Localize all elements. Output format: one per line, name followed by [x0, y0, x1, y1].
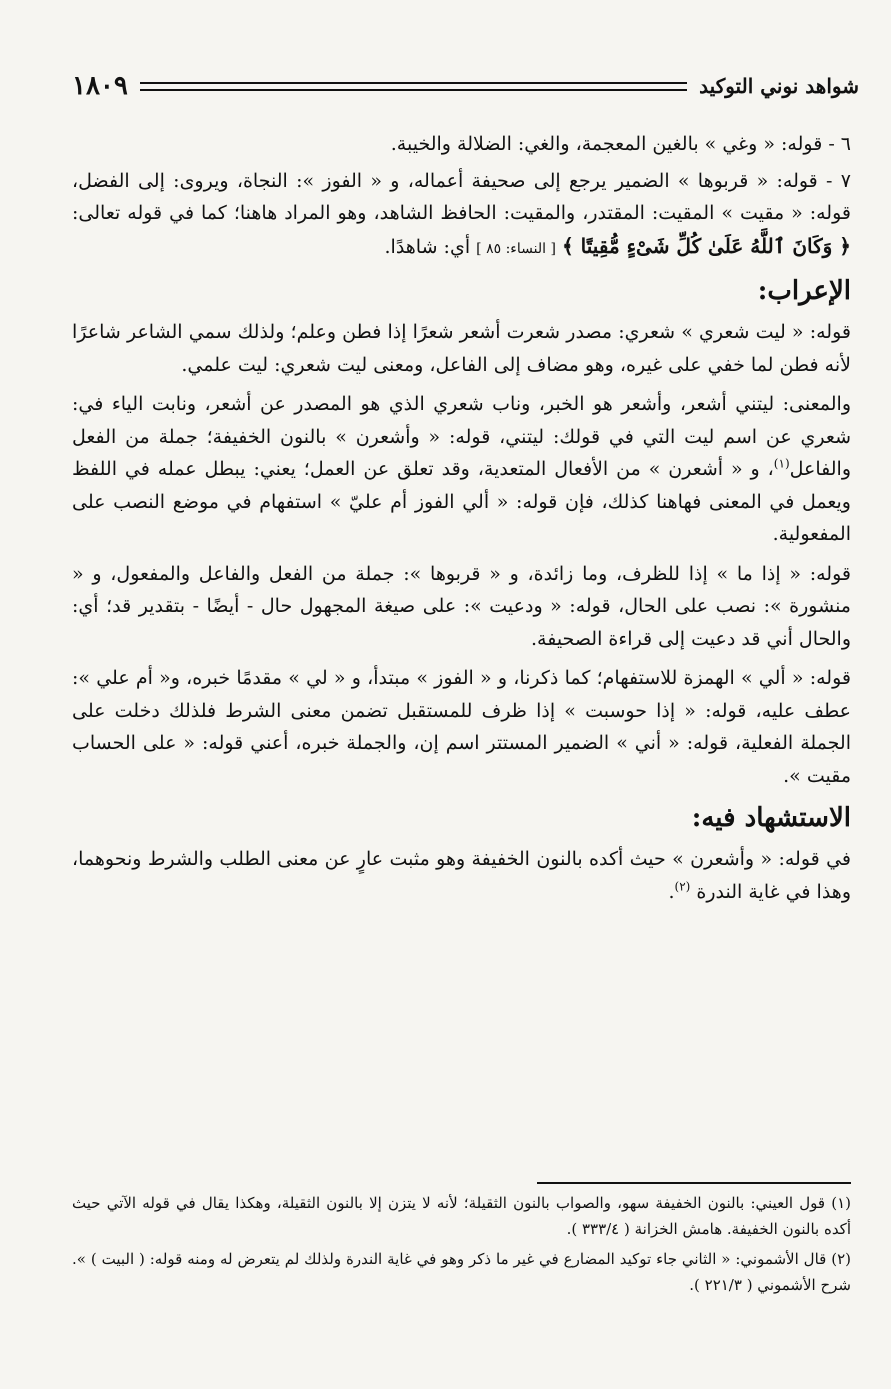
footnote-1: (١) قول العيني: بالنون الخفيفة سهو، والصواب بالنون الثقيلة؛ لأنه لا يتزن إلا بالنون الثقيلة، وهكذا يقال في قوله الآتي حيث أكده بالنون الخفيفة. هامش الخزانة ( ٣٣٣/٤ ). — [72, 1194, 851, 1238]
page-header — [72, 66, 859, 106]
note-7-text: ٧ - قوله: « قربوها » الضمير يرجع إلى صحيفة أعماله، و « الفوز »: النجاة، ويروى: إلى الفضل، قوله: « مقيت » المقيت: المقتدر، والمقيت: الحافظ الشاهد، وهو المراد هاهنا؛ كما في قوله تعالى: — [72, 169, 851, 224]
note-7-end: أي: شاهدًا. — [384, 235, 471, 258]
irab-paragraph-3: قوله: « إذا ما » إذا للظرف، وما زائدة، و « قربوها »: جملة من الفعل والفاعل والمفعول، و « منشورة »: نصب على الحال، قوله: « ودعيت »: على صيغة المجهول حال - أيضًا - بتقدير قد؛ أي: والحال أني قد دعيت إلى قراءة الصحيفة. — [72, 562, 851, 650]
note-6: ٦ - قوله: « وغي » بالغين المعجمة، والغي: الضلالة والخيبة. — [390, 133, 851, 155]
note-7 — [72, 165, 851, 266]
header-double-rule — [140, 82, 687, 91]
section-heading-irab: الإعراب: — [757, 276, 851, 306]
istishhad-end: . — [668, 880, 675, 903]
quran-reference: [ النساء: ٨٥ ] — [476, 240, 556, 257]
page-number: ١٨٠٩ — [72, 71, 128, 101]
quran-verse: ﴿ وَكَانَ ٱللَّهُ عَلَىٰ كُلِّ شَىْءٍ مُّقِيتًا ﴾ — [561, 233, 851, 258]
footnote-ref-1: (١) — [773, 456, 790, 471]
istishhad-paragraph — [72, 843, 851, 908]
section-heading-istishhad: الاستشهاد فيه: — [691, 803, 851, 833]
irab-paragraph-1: قوله: « ليت شعري » شعري: مصدر شعرت أشعر شعرًا إذا فطن وعلم؛ ولذلك سمي الشاعر شاعرًا لأنه فطن لما خفي على غيره، وهو مضاف إلى الفاعل، ومعنى ليت شعري: ليت علمي. — [72, 321, 851, 376]
footnote-2: (٢) قال الأشموني: « الثاني جاء توكيد المضارع في غير ما ذكر وهو في غاية الندرة ولذلك لم يتعرض له ومنه قوله: ( البيت ) ». شرح الأشموني ( ٢٢١/٣ ). — [72, 1250, 851, 1294]
footnotes — [72, 1190, 851, 1302]
footnote-ref-2: (٢) — [674, 879, 691, 894]
main-text — [72, 128, 851, 915]
irab-paragraph-2-part-b: ، و « أشعرن » من الأفعال المتعدية، وقد تعلق عن العمل؛ يعني: يبطل عمله في اللفظ ويعمل في المعنى فهاهنا كذلك، فإن قوله: « ألي الفوز أم عليّ » استفهام في موضع النصب على المفعولية. — [72, 458, 851, 545]
irab-paragraph-4: قوله: « ألي » الهمزة للاستفهام؛ كما ذكرنا، و « الفوز » مبتدأ، و « لي » مقدمًا خبره، و« أم علي »: عطف عليه، قوله: « إذا حوسبت » إذا ظرف للمستقبل تضمن معنى الشرط فلذلك دخلت على الجملة الفعلية، قوله: « أني » الضمير المستتر اسم إن، والجملة خبره، أعني قوله: « على الحساب مقيت ». — [72, 667, 851, 787]
irab-paragraph-2-part-a: والمعنى: ليتني أشعر، وأشعر هو الخبر، وناب شعري الذي هو المصدر عن أشعر، ونابت الياء في: شعري عن اسم ليت التي في قولك: ليتني، قوله: « وأشعرن » بالنون الخفيفة؛ جملة من الفعل والفاعل — [72, 393, 851, 480]
irab-paragraph-2 — [72, 388, 851, 551]
running-title: شواهد نوني التوكيد — [699, 74, 859, 98]
footnote-separator — [537, 1182, 851, 1184]
istishhad-text: في قوله: « وأشعرن » حيث أكده بالنون الخفيفة وهو مثبت عارٍ عن معنى الطلب والشرط ونحوهما، وهذا في غاية الندرة — [72, 848, 851, 903]
